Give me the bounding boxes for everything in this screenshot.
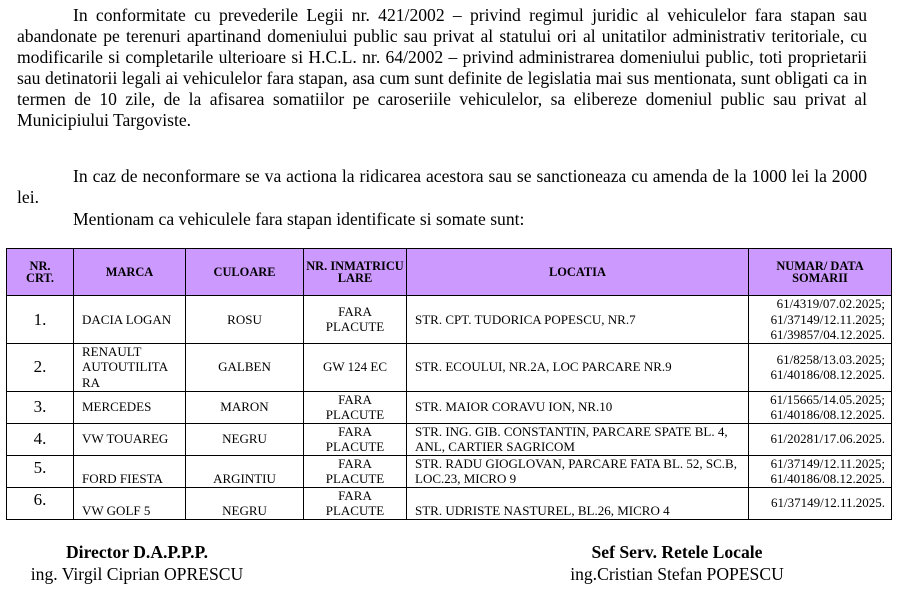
intro-paragraph: In conformitate cu prevederile Legii nr. 421/2002 – privind regimul juridic al vehiculelor fara stapan sau abandonate pe terenuri apartinand domeniului public sau privat al statului ori al unitatilor administrativ teritoriale, cu modificarile si completarile ulterioare si H.C.L. nr. 64/2002 – privind administrarea domeniului public, toti proprietarii sau detinatorii legali ai vehiculelor fara stapan, asa cum sunt definite de legislatia mai sus mentionata, sunt obligati ca in termen de 10 zile, de la afisarea somatiilor pe caroseriile vehiculelor, sa elibereze domeniul public sau privat al Municipiului Targoviste. xyxy=(17,5,867,130)
somatie-entry: 61/40186/08.12.2025. xyxy=(770,471,885,486)
cell-inmatriculare: FARA PLACUTE xyxy=(304,487,407,519)
cell-nr-crt: 5. xyxy=(7,455,74,487)
cell-culoare: MARON xyxy=(186,391,304,423)
list-intro-paragraph: Mentionam ca vehiculele fara stapan identificate si somate sunt: xyxy=(73,209,525,229)
signature-right xyxy=(552,541,802,585)
cell-nr-crt: 3. xyxy=(7,391,74,423)
cell-locatia: STR. ING. GIB. CONSTANTIN, PARCARE SPATE BL. 4, ANL, CARTIER SAGRICOM xyxy=(407,423,749,455)
cell-locatia: STR. RADU GIOGLOVAN, PARCARE FATA BL. 52, SC.B, LOC.23, MICRO 9 xyxy=(407,455,749,487)
somatie-entry: 61/39857/04.12.2025. xyxy=(770,327,885,342)
table-row xyxy=(7,296,892,344)
somatie-entry: 61/37149/12.11.2025; xyxy=(770,455,885,471)
cell-marca: VW TOUAREG xyxy=(74,423,186,455)
cell-marca: MERCEDES xyxy=(74,391,186,423)
cell-inmatriculare: GW 124 EC xyxy=(304,343,407,391)
signature-left-title: Director D.A.P.P.P. xyxy=(65,542,209,562)
cell-marca: VW GOLF 5 xyxy=(74,487,186,519)
cell-locatia: STR. ECOULUI, NR.2A, LOC PARCARE NR.9 xyxy=(407,343,749,391)
signature-left-name: ing. Virgil Ciprian OPRESCU xyxy=(30,564,244,584)
cell-nr-crt: 2. xyxy=(7,343,74,391)
somatie-entry: 61/40186/08.12.2025. xyxy=(770,367,885,382)
cell-culoare: ARGINTIU xyxy=(186,455,304,487)
cell-numar-data-somarii xyxy=(749,423,892,455)
sanction-paragraph: In caz de neconformare se va actiona la ridicarea acestora sau se sanctioneaza cu amenda de la 1000 lei la 2000 lei. xyxy=(17,166,867,207)
cell-inmatriculare: FARA PLACUTE xyxy=(304,423,407,455)
table-row xyxy=(7,423,892,455)
cell-locatia: STR. UDRISTE NASTUREL, BL.26, MICRO 4 xyxy=(407,487,749,519)
vehicles-table xyxy=(6,248,892,520)
cell-numar-data-somarii xyxy=(749,391,892,423)
header-culoare: CULOARE xyxy=(186,249,304,296)
cell-inmatriculare: FARA PLACUTE xyxy=(304,391,407,423)
cell-marca: RENAULT AUTOUTILITA RA xyxy=(74,343,186,391)
header-nr-crt: NR. CRT. xyxy=(7,249,74,296)
table-header-row xyxy=(7,249,892,296)
cell-nr-crt: 4. xyxy=(7,423,74,455)
cell-marca: FORD FIESTA xyxy=(74,455,186,487)
signature-left xyxy=(12,541,262,585)
cell-culoare: ROSU xyxy=(186,296,304,344)
table-row xyxy=(7,487,892,519)
cell-marca: DACIA LOGAN xyxy=(74,296,186,344)
somatie-entry: 61/8258/13.03.2025; xyxy=(776,351,885,367)
cell-locatia: STR. CPT. TUDORICA POPESCU, NR.7 xyxy=(407,296,749,344)
cell-locatia: STR. MAIOR CORAVU ION, NR.10 xyxy=(407,391,749,423)
cell-culoare: NEGRU xyxy=(186,487,304,519)
header-marca: MARCA xyxy=(74,249,186,296)
somatie-entry: 61/37149/12.11.2025. xyxy=(771,495,885,511)
somatie-entry: 61/20281/17.06.2025. xyxy=(770,431,885,447)
cell-numar-data-somarii xyxy=(749,296,892,344)
signature-right-title: Sef Serv. Retele Locale xyxy=(591,542,763,562)
somatie-entry: 61/15665/14.05.2025; xyxy=(770,391,885,407)
signature-right-name: ing.Cristian Stefan POPESCU xyxy=(570,564,784,584)
table-row xyxy=(7,343,892,391)
cell-numar-data-somarii xyxy=(749,455,892,487)
header-numar-data-somarii: NUMAR/ DATA SOMARII xyxy=(749,249,892,296)
somatie-entry: 61/40186/08.12.2025. xyxy=(770,407,885,422)
cell-culoare: GALBEN xyxy=(186,343,304,391)
cell-inmatriculare: FARA PLACUTE xyxy=(304,455,407,487)
cell-nr-crt: 1. xyxy=(7,296,74,344)
header-inmatriculare: NR. INMATRICU LARE xyxy=(304,249,407,296)
header-locatia: LOCATIA xyxy=(407,249,749,296)
cell-numar-data-somarii xyxy=(749,343,892,391)
table-row xyxy=(7,391,892,423)
cell-culoare: NEGRU xyxy=(186,423,304,455)
somatie-entry: 61/4319/07.02.2025; xyxy=(776,296,885,311)
cell-inmatriculare: FARA PLACUTE xyxy=(304,296,407,344)
somatie-entry: 61/37149/12.11.2025; xyxy=(770,311,885,327)
table-row xyxy=(7,455,892,487)
cell-nr-crt: 6. xyxy=(7,487,74,519)
cell-numar-data-somarii xyxy=(749,487,892,519)
